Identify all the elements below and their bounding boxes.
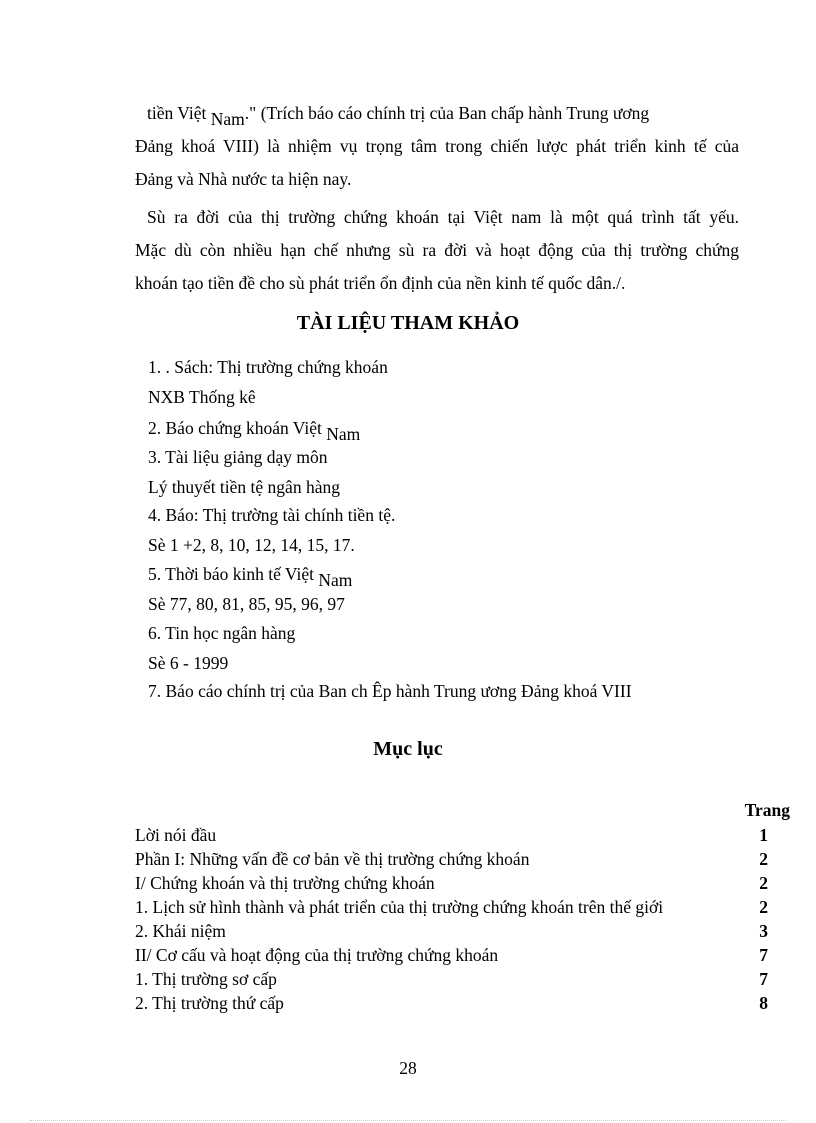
toc-row-title: Lời nói đầu xyxy=(135,825,217,845)
reference-item xyxy=(148,593,345,615)
toc-row-page: 3 xyxy=(759,921,768,941)
reference-item xyxy=(148,622,295,644)
toc-row-title: 2. Khái niệm xyxy=(135,921,226,941)
reference-item xyxy=(148,386,256,408)
para2-line-2: Mặc dù còn nhiều hạn chế nhưng sù ra đời và hoạt động của thị trường chứng xyxy=(135,240,739,260)
para1-line1-start: tiền Việt xyxy=(147,103,207,123)
toc-row-page: 8 xyxy=(759,993,768,1013)
toc-row-title: 1. Thị trường sơ cấp xyxy=(135,969,277,989)
page-bottom-divider xyxy=(30,1120,786,1121)
reference-text: 7. Báo cáo chính trị của Ban ch Êp hành Trung ương Đảng khoá VIII xyxy=(148,681,632,701)
reference-item xyxy=(148,476,340,498)
reference-text: 6. Tin học ngân hàng xyxy=(148,623,296,643)
toc-row-title: 1. Lịch sử hình thành và phát triển của thị trường chứng khoán trên thế giới xyxy=(135,897,664,917)
toc-row-title: Phần I: Những vấn đề cơ bản về thị trường chứng khoán xyxy=(135,849,530,869)
toc-row-title: I/ Chứng khoán và thị trường chứng khoán xyxy=(135,873,435,893)
reference-subscript: Nam xyxy=(318,570,353,590)
references-heading: TÀI LIỆU THAM KHẢO xyxy=(296,312,520,334)
toc-row-page: 1 xyxy=(759,825,768,845)
toc-row[interactable] xyxy=(135,871,768,895)
reference-text: Lý thuyết tiền tệ ngân hàng xyxy=(148,477,340,497)
para1-line1-subscript: Nam xyxy=(210,109,245,129)
toc-row-page: 2 xyxy=(759,873,768,893)
reference-text: 3. Tài liệu giảng dạy môn xyxy=(148,447,328,467)
toc-row[interactable] xyxy=(135,823,768,847)
reference-item xyxy=(148,652,228,674)
toc-row[interactable] xyxy=(135,943,768,967)
reference-item xyxy=(148,356,388,378)
para1-line-3: Đảng và Nhà nước ta hiện nay. xyxy=(135,169,352,189)
para2-line-1: Sù ra đời của thị trường chứng khoán tại Việt nam là một quá trình tất yếu. xyxy=(147,207,739,227)
para1-line1-end: ." (Trích báo cáo chính trị của Ban chấp hành Trung ương xyxy=(244,103,650,123)
reference-text: Sè 1 +2, 8, 10, 12, 14, 15, 17. xyxy=(148,535,355,555)
reference-text: 4. Báo: Thị trường tài chính tiền tệ. xyxy=(148,505,396,525)
toc-row[interactable] xyxy=(135,847,768,871)
reference-item xyxy=(148,563,353,590)
reference-text: NXB Thống kê xyxy=(148,387,256,407)
reference-item xyxy=(148,680,632,702)
toc-row[interactable] xyxy=(135,967,768,991)
para2-line-3: khoán tạo tiền đề cho sù phát triển ổn định của nền kinh tế quốc dân./. xyxy=(135,273,626,293)
para1-line-2: Đảng khoá VIII) là nhiệm vụ trọng tâm trong chiến lược phát triển kinh tế của xyxy=(135,136,739,156)
toc-page-column-header: Trang xyxy=(744,800,790,820)
reference-text: 1. . Sách: Thị trường chứng khoán xyxy=(148,357,388,377)
toc-row-page: 7 xyxy=(759,969,768,989)
reference-text: Sè 77, 80, 81, 85, 95, 96, 97 xyxy=(148,594,345,614)
reference-item xyxy=(148,504,395,526)
toc-row[interactable] xyxy=(135,919,768,943)
toc-heading: Mục lục xyxy=(373,738,443,760)
toc-row[interactable] xyxy=(135,895,768,919)
reference-item xyxy=(148,534,355,556)
toc-row-title: II/ Cơ cấu và hoạt động của thị trường chứng khoán xyxy=(135,945,499,965)
reference-item xyxy=(148,417,361,444)
toc-row-page: 7 xyxy=(759,945,768,965)
toc-row-page: 2 xyxy=(759,897,768,917)
reference-text: Sè 6 - 1999 xyxy=(148,653,229,673)
page-number: 28 xyxy=(399,1058,417,1078)
para1-line-1 xyxy=(135,97,739,130)
conclusion-paragraph-2 xyxy=(135,201,739,300)
conclusion-paragraph-1 xyxy=(135,97,739,196)
reference-text: 2. Báo chứng khoán Việt xyxy=(148,418,322,438)
toc-row-title: 2. Thị trường thứ cấp xyxy=(135,993,284,1013)
reference-subscript: Nam xyxy=(326,424,361,444)
reference-text: 5. Thời báo kinh tế Việt xyxy=(148,564,315,584)
reference-item xyxy=(148,446,328,468)
toc-row-page: 2 xyxy=(759,849,768,869)
toc-row[interactable] xyxy=(135,991,768,1015)
